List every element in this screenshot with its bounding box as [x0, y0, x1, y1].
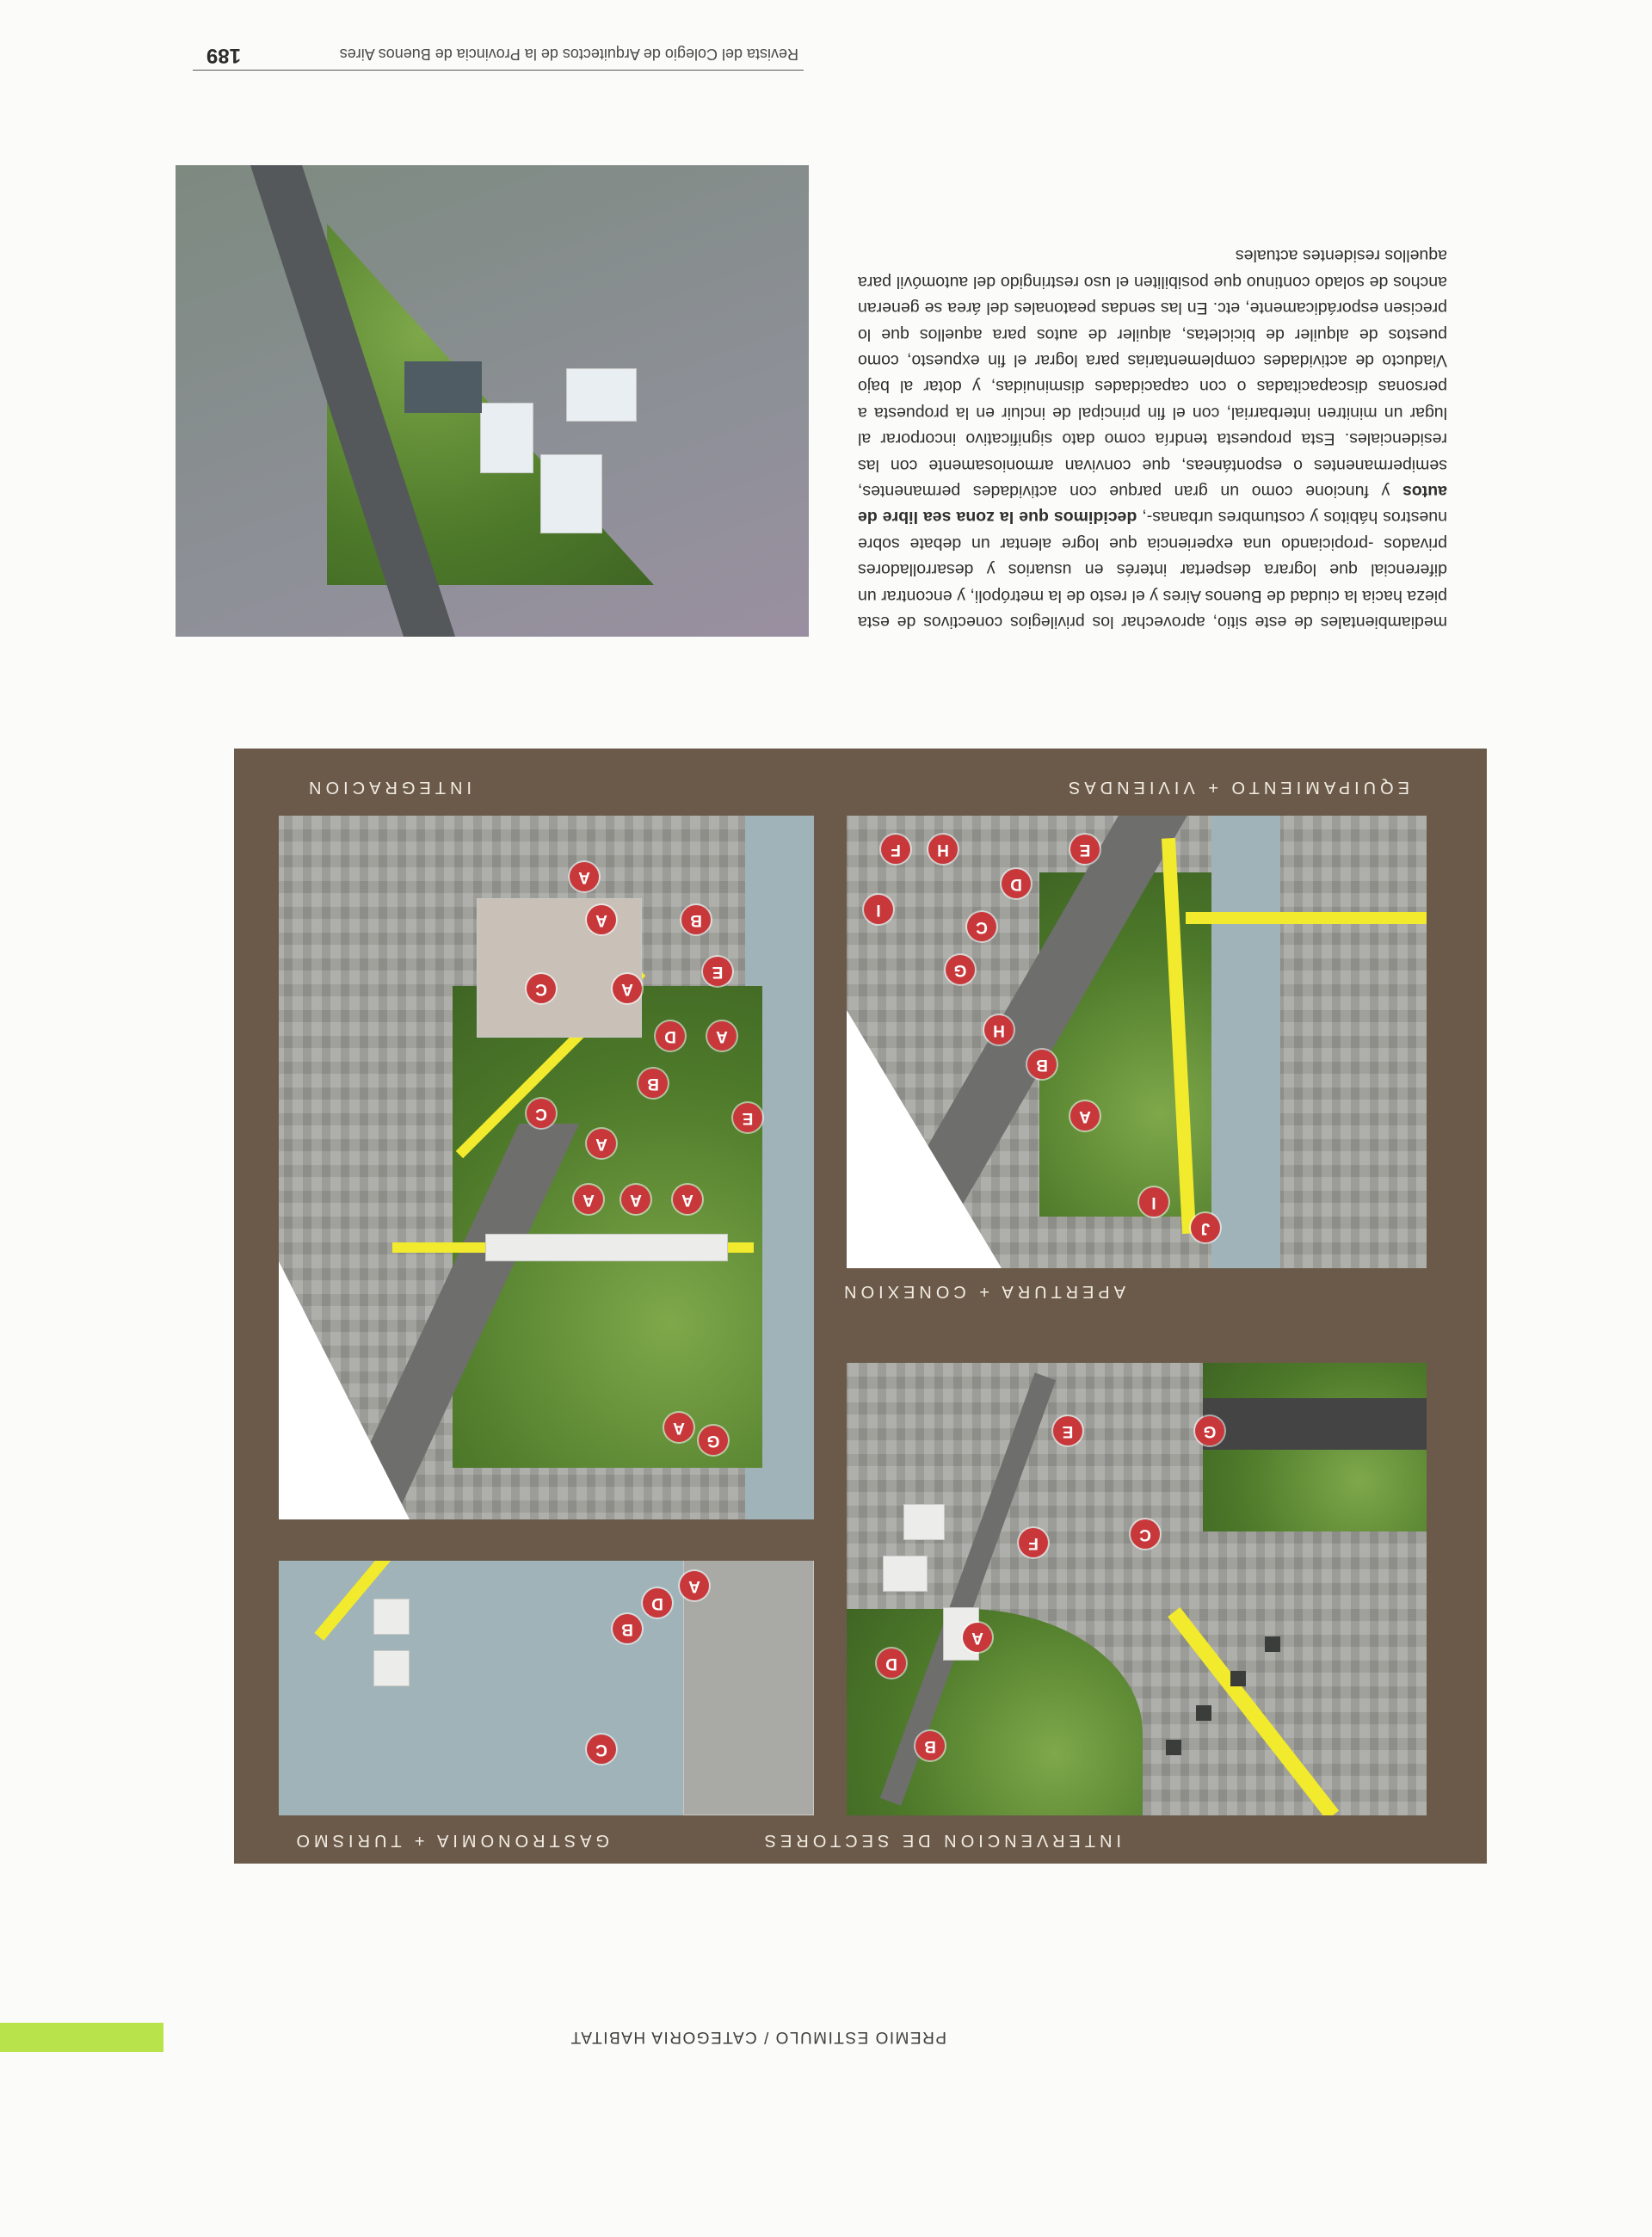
marker-a: A	[587, 1129, 616, 1158]
marker-j: J	[1191, 1213, 1220, 1242]
marker-g: G	[946, 955, 975, 984]
marker-a: A	[570, 862, 599, 891]
marker-a: A	[680, 1571, 709, 1600]
plan-intervencion	[847, 1363, 1427, 1815]
page-number: 189	[206, 44, 241, 67]
marker-e: E	[703, 957, 732, 986]
body-text	[858, 243, 1447, 635]
body-paragraph-1: mediambientales de este sitio, aprovechar los privilegios conectivos de esta pieza hacia la ciudad de Buenos Aires y el resto de la metrópoli, y encontrar un diferencial que lograra despertar interés en usuarios y desarrolladores privados -propiciando una experiencia que logre alentar un debate sobre nuestros hábitos y costumbres urbanas-,	[858, 508, 1447, 632]
marker-a: A	[587, 905, 616, 934]
aerial-render-image	[176, 165, 809, 637]
marker-a: A	[621, 1185, 650, 1214]
marker-h: H	[928, 835, 958, 864]
marker-d: D	[656, 1021, 685, 1051]
marker-a: A	[613, 974, 642, 1003]
marker-b: B	[638, 1069, 668, 1098]
marker-g: G	[1195, 1416, 1224, 1445]
marker-a: A	[1070, 1101, 1100, 1131]
plan-title-equipamiento: EQUIPAMIENTO + VIVIENDAS	[1064, 778, 1409, 797]
plan-integracion	[279, 816, 814, 1519]
plans-panel	[234, 749, 1487, 1864]
plan-apertura	[847, 816, 1427, 1268]
marker-b: B	[681, 905, 711, 934]
marker-a: A	[574, 1185, 603, 1214]
marker-i: I	[1139, 1187, 1168, 1217]
marker-e: E	[1070, 835, 1100, 864]
marker-h: H	[984, 1015, 1014, 1045]
marker-b: B	[1027, 1050, 1057, 1079]
marker-d: D	[1002, 869, 1031, 898]
section-header: PREMIO ESTIMULO / CATEGORIA HABITAT	[570, 2028, 946, 2046]
plan-title-gastronomia: GASTRONOMIA + TURISMO	[292, 1831, 609, 1850]
marker-c: C	[527, 974, 556, 1003]
marker-a: A	[707, 1021, 737, 1051]
marker-c: C	[587, 1735, 616, 1764]
plan-title-integracion: INTEGRACION	[305, 778, 472, 797]
marker-d: D	[643, 1588, 672, 1618]
marker-c: C	[1131, 1519, 1160, 1549]
plan-title-apertura: APERTURA + CONEXION	[840, 1282, 1125, 1301]
body-paragraph-2: y funcione como un gran parque con actividades permanentes, semipermanentes o espontáneas, que convivan armoniosamente con las residenciales. Esta propuesta tendría como dato significativo incorporar al lugar un minitren interbarrial, con el fin principal de incluir en la propuesta a personas discapacitadas o con capacidades disminuidas, y dotar al bajo Viaducto de actividades complementarias para lograr el fin expuesto, como puestos de alquiler de bicicletas, alquiler de autos para aquellos que lo precisen esporádicamente, etc. En las sendas peatonales del área se generan anchos de solado continuo que posibiliten el uso restringido del automóvil para aquellos residentes actuales	[858, 246, 1447, 501]
marker-e: E	[733, 1103, 762, 1132]
journal-name: Revista del Colegio de Arquitectos de la Provincia de Buenos Aires	[339, 46, 798, 63]
marker-b: B	[613, 1614, 642, 1643]
plan-title-intervencion: INTERVENCION DE SECTORES	[760, 1831, 1121, 1850]
marker-d: D	[877, 1648, 906, 1678]
plan-gastronomia	[279, 1561, 814, 1815]
marker-e: E	[1053, 1416, 1082, 1445]
marker-a: A	[664, 1413, 693, 1442]
marker-i: I	[864, 895, 893, 924]
body-bold-phrase: decidimos que la zona sea libre de autos	[858, 481, 1447, 527]
marker-f: F	[881, 835, 910, 864]
marker-g: G	[699, 1426, 728, 1455]
marker-c: C	[527, 1099, 556, 1128]
marker-b: B	[915, 1731, 945, 1760]
marker-a: A	[673, 1185, 702, 1214]
section-accent-bar	[0, 2023, 163, 2052]
marker-c: C	[967, 912, 996, 941]
marker-f: F	[1019, 1528, 1048, 1557]
marker-a: A	[963, 1623, 992, 1652]
